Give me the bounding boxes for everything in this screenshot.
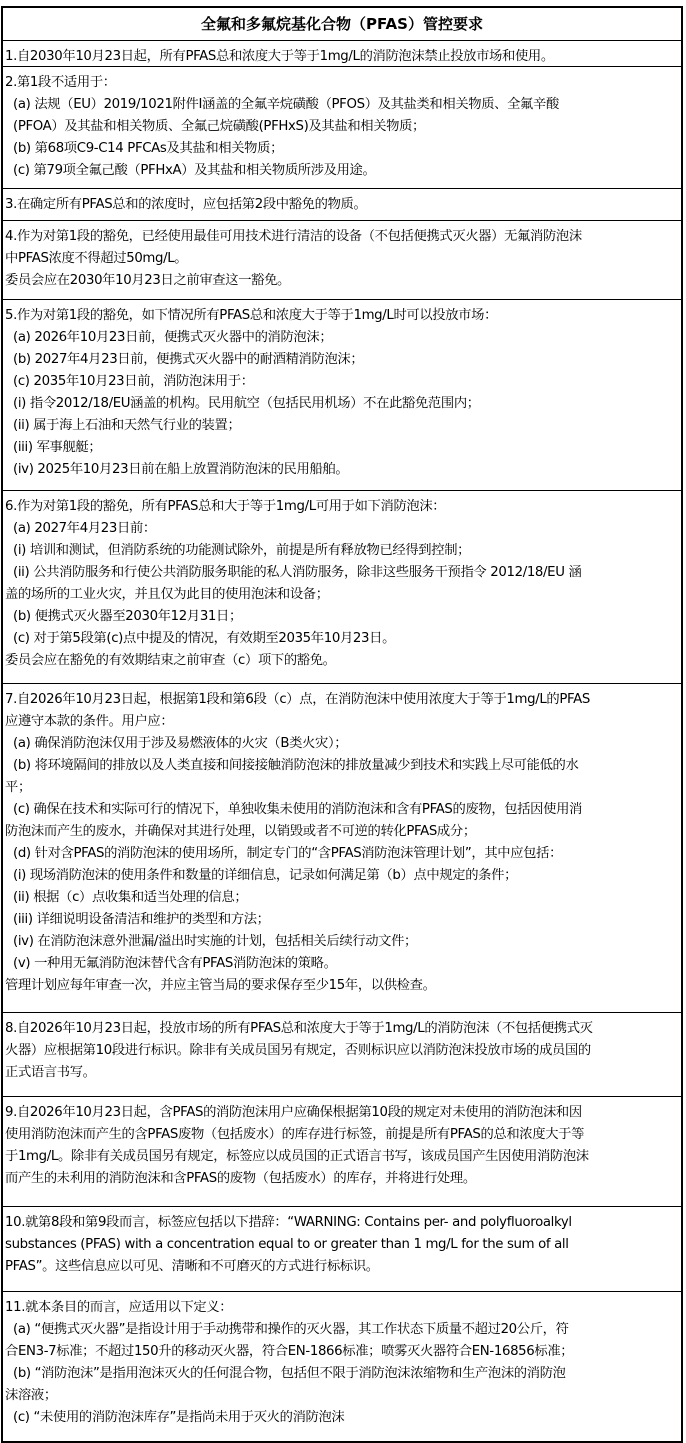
paragraph-line: (b) 将环境隔间的排放以及人类直接和间接接触消防泡沫的排放量减少到技术和实践上尽可能低的水 [13,758,579,773]
paragraph-line: 而产生的未利用的消防泡沫和含PFAS的废物（包括废水）的库存，并将进行处理。 [5,1171,476,1186]
paragraph-line: (a) 2026年10月23日前，便携式灭火器中的消防泡沫； [13,330,333,345]
paragraph-line: 11.就本条目的而言，应适用以下定义： [5,1300,233,1315]
paragraph-line: (c) 2035年10月23日前，消防泡沫用于： [13,374,254,389]
table-row-r3 [3,188,681,220]
paragraph-line: 2.第1段不适用于： [5,75,116,90]
paragraph-line: substances (PFAS) with a concentration equal to or greater than 1 mg/L for the sum of all [5,1237,569,1252]
paragraph-line: (i) 现场消防泡沫的使用条件和数量的详细信息，记录如何满足第（b）点中规定的条件； [13,868,518,883]
paragraph-line: 1.自2030年10月23日起，所有PFAS总和浓度大于等于1mg/L的消防泡沫禁止投放市场和使用。 [5,49,554,64]
paragraph-line: 沫溶液； [5,1388,57,1403]
paragraph-line: 应遵守本款的条件。用户应： [5,714,174,729]
paragraph-line: (b) 2027年4月23日前，便携式灭火器中的耐酒精消防泡沫； [13,352,364,367]
paragraph-line: 防泡沫而产生的废水，并确保对其进行处理，以销毁或者不可逆的转化PFAS成分； [5,824,476,839]
paragraph-line: 6.作为对第1段的豁免，所有PFAS总和大于等于1mg/L可用于如下消防泡沫： [5,499,446,514]
paragraph-line: (ii) 根据（c）点收集和适当处理的信息； [13,890,248,905]
paragraph-line: (i) 培训和测试，但消防系统的功能测试除外，前提是所有释放物已经得到控制； [13,543,471,558]
paragraph-line: (c) 确保在技术和实际可行的情况下，单独收集未使用的消防泡沫和含有PFAS的废物，包括因使用消 [13,802,582,817]
paragraph-line: 委员会应在豁免的有效期结束之前审查（c）项下的豁免。 [5,653,336,668]
table-row-r9 [3,1096,681,1206]
table-row-r7 [3,683,681,1012]
paragraph-line: 5.作为对第1段的豁免，如下情况所有PFAS总和浓度大于等于1mg/L时可以投放市场： [5,308,498,323]
paragraph-line: (ii) 公共消防服务和行使公共消防服务职能的私人消防服务，除非这些服务干预指令 2012/18/EU 涵 [13,565,582,580]
paragraph-line: (v) 一种用无氟消防泡沫替代含有PFAS消防泡沫的策略。 [13,956,337,971]
table-row-r5 [3,299,681,490]
paragraph-line: 正式语言书写。 [5,1065,96,1080]
paragraph-line: 盖的场所的工业火灾，并且仅为此目的使用泡沫和设备； [5,587,329,602]
paragraph-line: 9.自2026年10月23日起，含PFAS的消防泡沫用户应确保根据第10段的规定对未使用的消防泡沫和因 [5,1105,582,1120]
paragraph-line: 于1mg/L。除非有关成员国另有规定，标签应以成员国的正式语言书写，该成员国产生因使用消防泡沫 [5,1149,589,1164]
paragraph-line: (iv) 2025年10月23日前在船上放置消防泡沫的民用船舶。 [13,462,349,477]
paragraph-line: (i) 指令2012/18/EU涵盖的机构。民用航空（包括民用机场）不在此豁免范围内； [13,396,480,411]
paragraph-line: 8.自2026年10月23日起，投放市场的所有PFAS总和浓度大于等于1mg/L的消防泡沫（不包括便携式灭 [5,1021,593,1036]
table-row-r2 [3,66,681,188]
paragraph-line: 火器）应根据第10段进行标识。除非有关成员国另有规定，否则标识应以消防泡沫投放市场的成员国的 [5,1043,591,1058]
paragraph-line: (iv) 在消防泡沫意外泄漏/溢出时实施的计划，包括相关后续行动文件； [13,934,418,949]
pfas-requirements-table [1,6,683,1443]
paragraph-line: 管理计划应每年审查一次，并应主管当局的要求保存至少15年，以供检查。 [5,978,436,993]
paragraph-line: 中PFAS浓度不得超过50mg/L。 [5,251,188,266]
paragraph-line: 7.自2026年10月23日起，根据第1段和第6段（c）点，在消防泡沫中使用浓度大于等于1mg/L的PFAS [5,692,590,707]
table-row-r1 [3,40,681,66]
table-row-r6 [3,490,681,683]
table-title [3,8,681,40]
paragraph-line: (ii) 属于海上石油和天然气行业的装置； [13,418,241,433]
paragraph-line: (c) 第79项全氟己酸（PFHxA）及其盐和相关物质所涉及用途。 [13,163,376,178]
paragraph-line: 4.作为对第1段的豁免，已经使用最佳可用技术进行清洁的设备（不包括便携式灭火器）无氟消防泡沫 [5,229,582,244]
table-row-r11 [3,1291,681,1441]
paragraph-line: 合EN3-7标准；不超过150升的移动灭火器，符合EN-1866标准；喷雾灭火器符合EN-16856标准； [5,1344,574,1359]
paragraph-line: 委员会应在2030年10月23日之前审查这一豁免。 [5,273,290,288]
paragraph-line: (a) 法规（EU）2019/1021附件I涵盖的全氟辛烷磺酸（PFOS）及其盐类和相关物质、全氟辛酸 [13,97,559,112]
paragraph-line: (b) 便携式灭火器至2030年12月31日； [13,609,242,624]
paragraph-line: (a) 2027年4月23日前： [13,521,156,536]
paragraph-line: (b) 第68项C9-C14 PFCAs及其盐和相关物质； [13,141,284,156]
table-row-r4 [3,220,681,299]
paragraph-line: PFAS”。这些信息应以可见、清晰和不可磨灭的方式进行标标识。 [5,1259,379,1274]
paragraph-line: (c) 对于第5段第(c)点中提及的情况，有效期至2035年10月23日。 [13,631,396,646]
paragraph-line: (a) 确保消防泡沫仅用于涉及易燃液体的火灾（B类火灾）； [13,736,348,751]
paragraph-line: (c) “未使用的消防泡沫库存”是指尚未用于灭火的消防泡沫 [13,1410,345,1425]
paragraph-line: (d) 针对含PFAS的消防泡沫的使用场所，制定专门的“含PFAS消防泡沫管理计划”，其中应包括： [13,846,563,861]
table-row-r8 [3,1012,681,1096]
table-row-r10 [3,1206,681,1291]
paragraph-line: (iii) 详细说明设备清洁和维护的类型和方法； [13,912,270,927]
paragraph-line: (iii) 军事舰艇； [13,440,102,455]
paragraph-line: 使用消防泡沫而产生的含PFAS废物（包括废水）的库存进行标签，前提是所有PFAS的总和浓度大于等 [5,1127,585,1142]
paragraph-line: 10.就第8段和第9段而言，标签应包括以下措辞：“WARNING: Contains per- and polyfluoroalkyl [5,1215,572,1230]
table-title-text: 全氟和多氟烷基化合物（PFAS）管控要求 [201,15,483,33]
paragraph-line: 平； [5,780,31,795]
paragraph-line: (a) “便携式灭火器”是指设计用于手动携带和操作的灭火器，其工作状态下质量不超过20公斤，符 [13,1322,569,1337]
paragraph-line: 3.在确定所有PFAS总和的浓度时，应包括第2段中豁免的物质。 [5,197,367,212]
paragraph-line: (PFOA）及其盐和相关物质、全氟己烷磺酸(PFHxS)及其盐和相关物质； [13,119,426,134]
paragraph-line: (b) “消防泡沫”是指用泡沫灭火的任何混合物，包括但不限于消防泡沫浓缩物和生产泡沫的消防泡 [13,1366,566,1381]
